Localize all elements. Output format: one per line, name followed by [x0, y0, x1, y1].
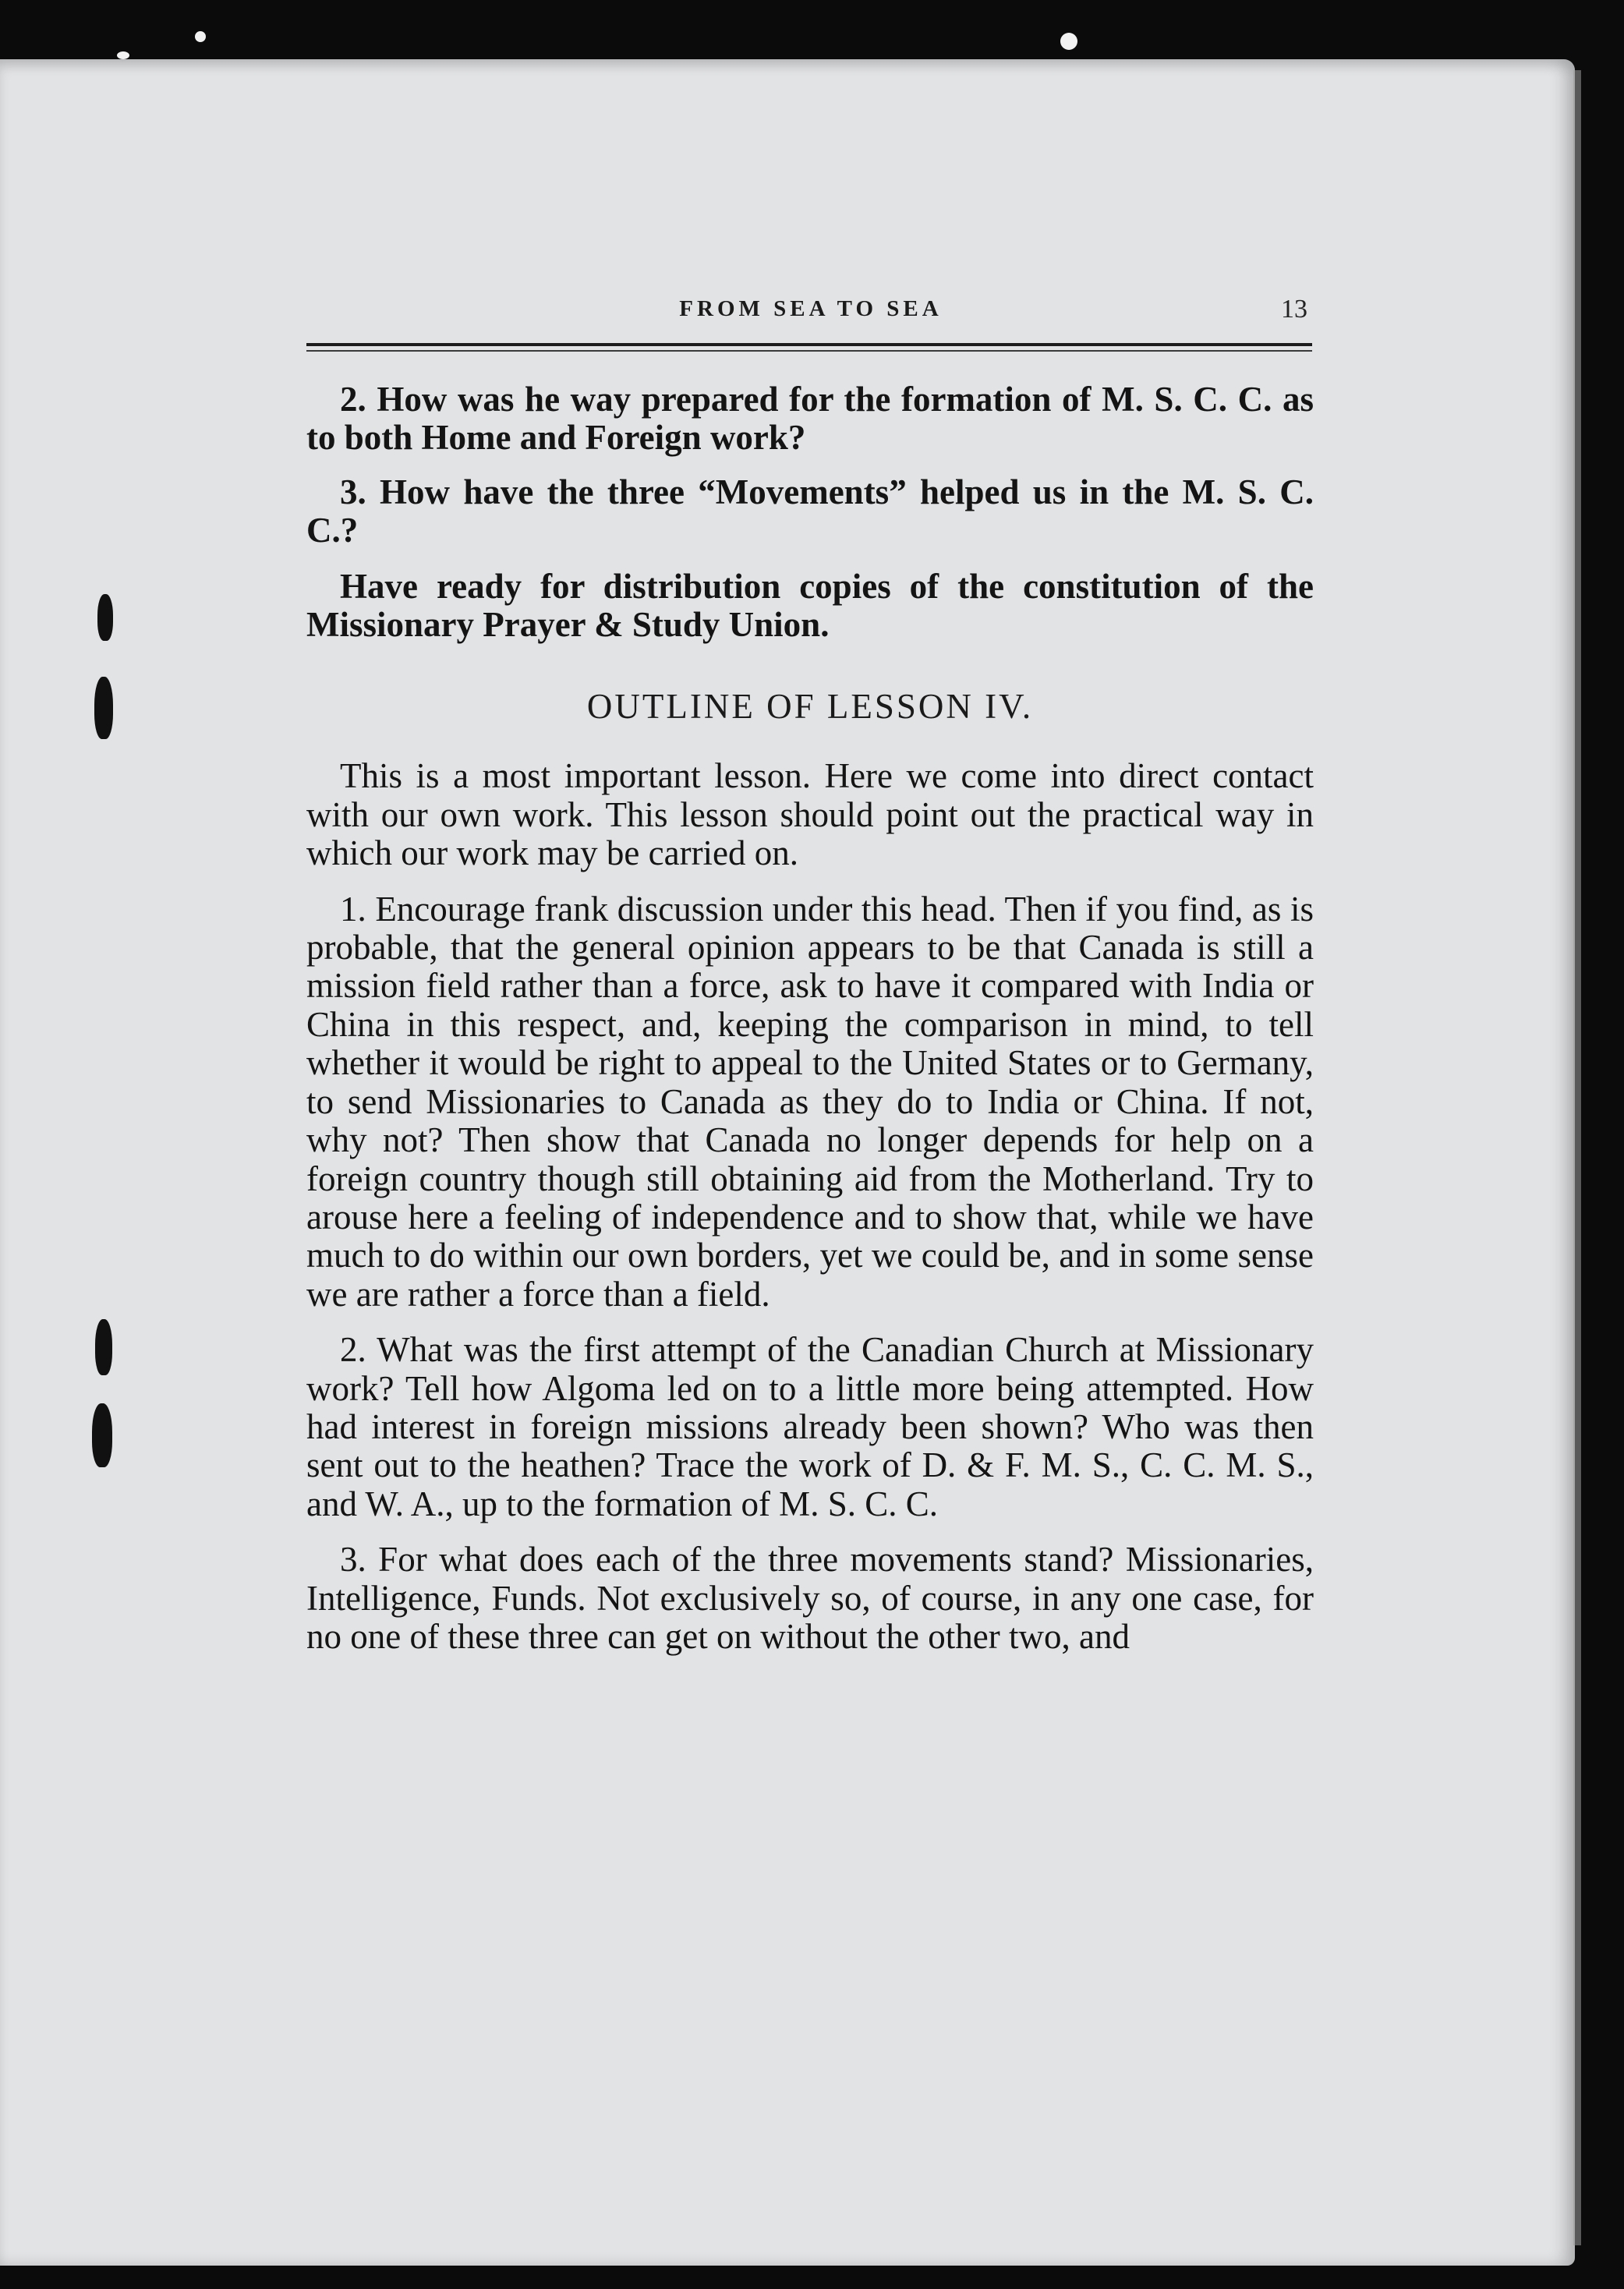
binding-mark [92, 1403, 112, 1467]
running-title: FROM SEA TO SEA [679, 296, 943, 321]
running-head [308, 288, 1314, 335]
section-heading: OUTLINE OF LESSON IV. [586, 687, 1034, 727]
binding-mark [95, 1319, 112, 1375]
lesson-item: 3. For what does each of the three movements stand? Missionaries, Intelligence, Funds. Not exclusively so, of course, in any one case, for no one of these three can get on without the other two, and [306, 1540, 1314, 1656]
instruction-paragraph: Have ready for distribution copies of the constitution of the Missionary Prayer & Study Union. [306, 566, 1314, 645]
page-edge-shadow [1573, 70, 1581, 2245]
lesson-intro: This is a most important lesson. Here we come into direct contact with our own work. This lesson should point out the practical way in which our work may be carried on. [306, 756, 1314, 873]
scan-speck [195, 31, 206, 42]
header-rule-thin [306, 350, 1312, 352]
lesson-item: 2. What was the first attempt of the Canadian Church at Missionary work? Tell how Algoma led on to a little more being attempted. How had interest in foreign missions already been shown? Who was then sent out to the heathen? Trace the work of D. & F. M. S., C. C. M. S., and W. A., up to the formation of M. S. C. C. [306, 1330, 1314, 1523]
question-paragraph: 3. How have the three “Movements” helped us in the M. S. C. C.? [306, 472, 1314, 550]
page-number: 13 [1281, 295, 1307, 324]
binding-mark [94, 677, 113, 739]
question-paragraph: 2. How was he way prepared for the formation of M. S. C. C. as to both Home and Foreign work? [306, 380, 1314, 458]
page-body [306, 380, 1314, 1656]
binding-mark [97, 594, 113, 641]
lesson-item: 1. Encourage frank discussion under this head. Then if you find, as is probable, that the general opinion appears to be that Canada is still a mission field rather than a force, ask to have it compared with India or China in this respect, and, keeping the comparison in mind, to tell whether it would be right to appeal to the United States or to Germany, to send Missionaries to Canada as they do to India or China. If not, why not? Then show that Canada no longer depends for help on a foreign country though still obtaining aid from the Motherland. Try to arouse here a feeling of independence and to show that, while we have much to do within our own borders, yet we could be, and in some sense we are rather a force than a field. [306, 889, 1314, 1314]
scan-speck [117, 51, 129, 59]
scan-speck [1060, 33, 1077, 50]
header-rule [306, 343, 1312, 346]
